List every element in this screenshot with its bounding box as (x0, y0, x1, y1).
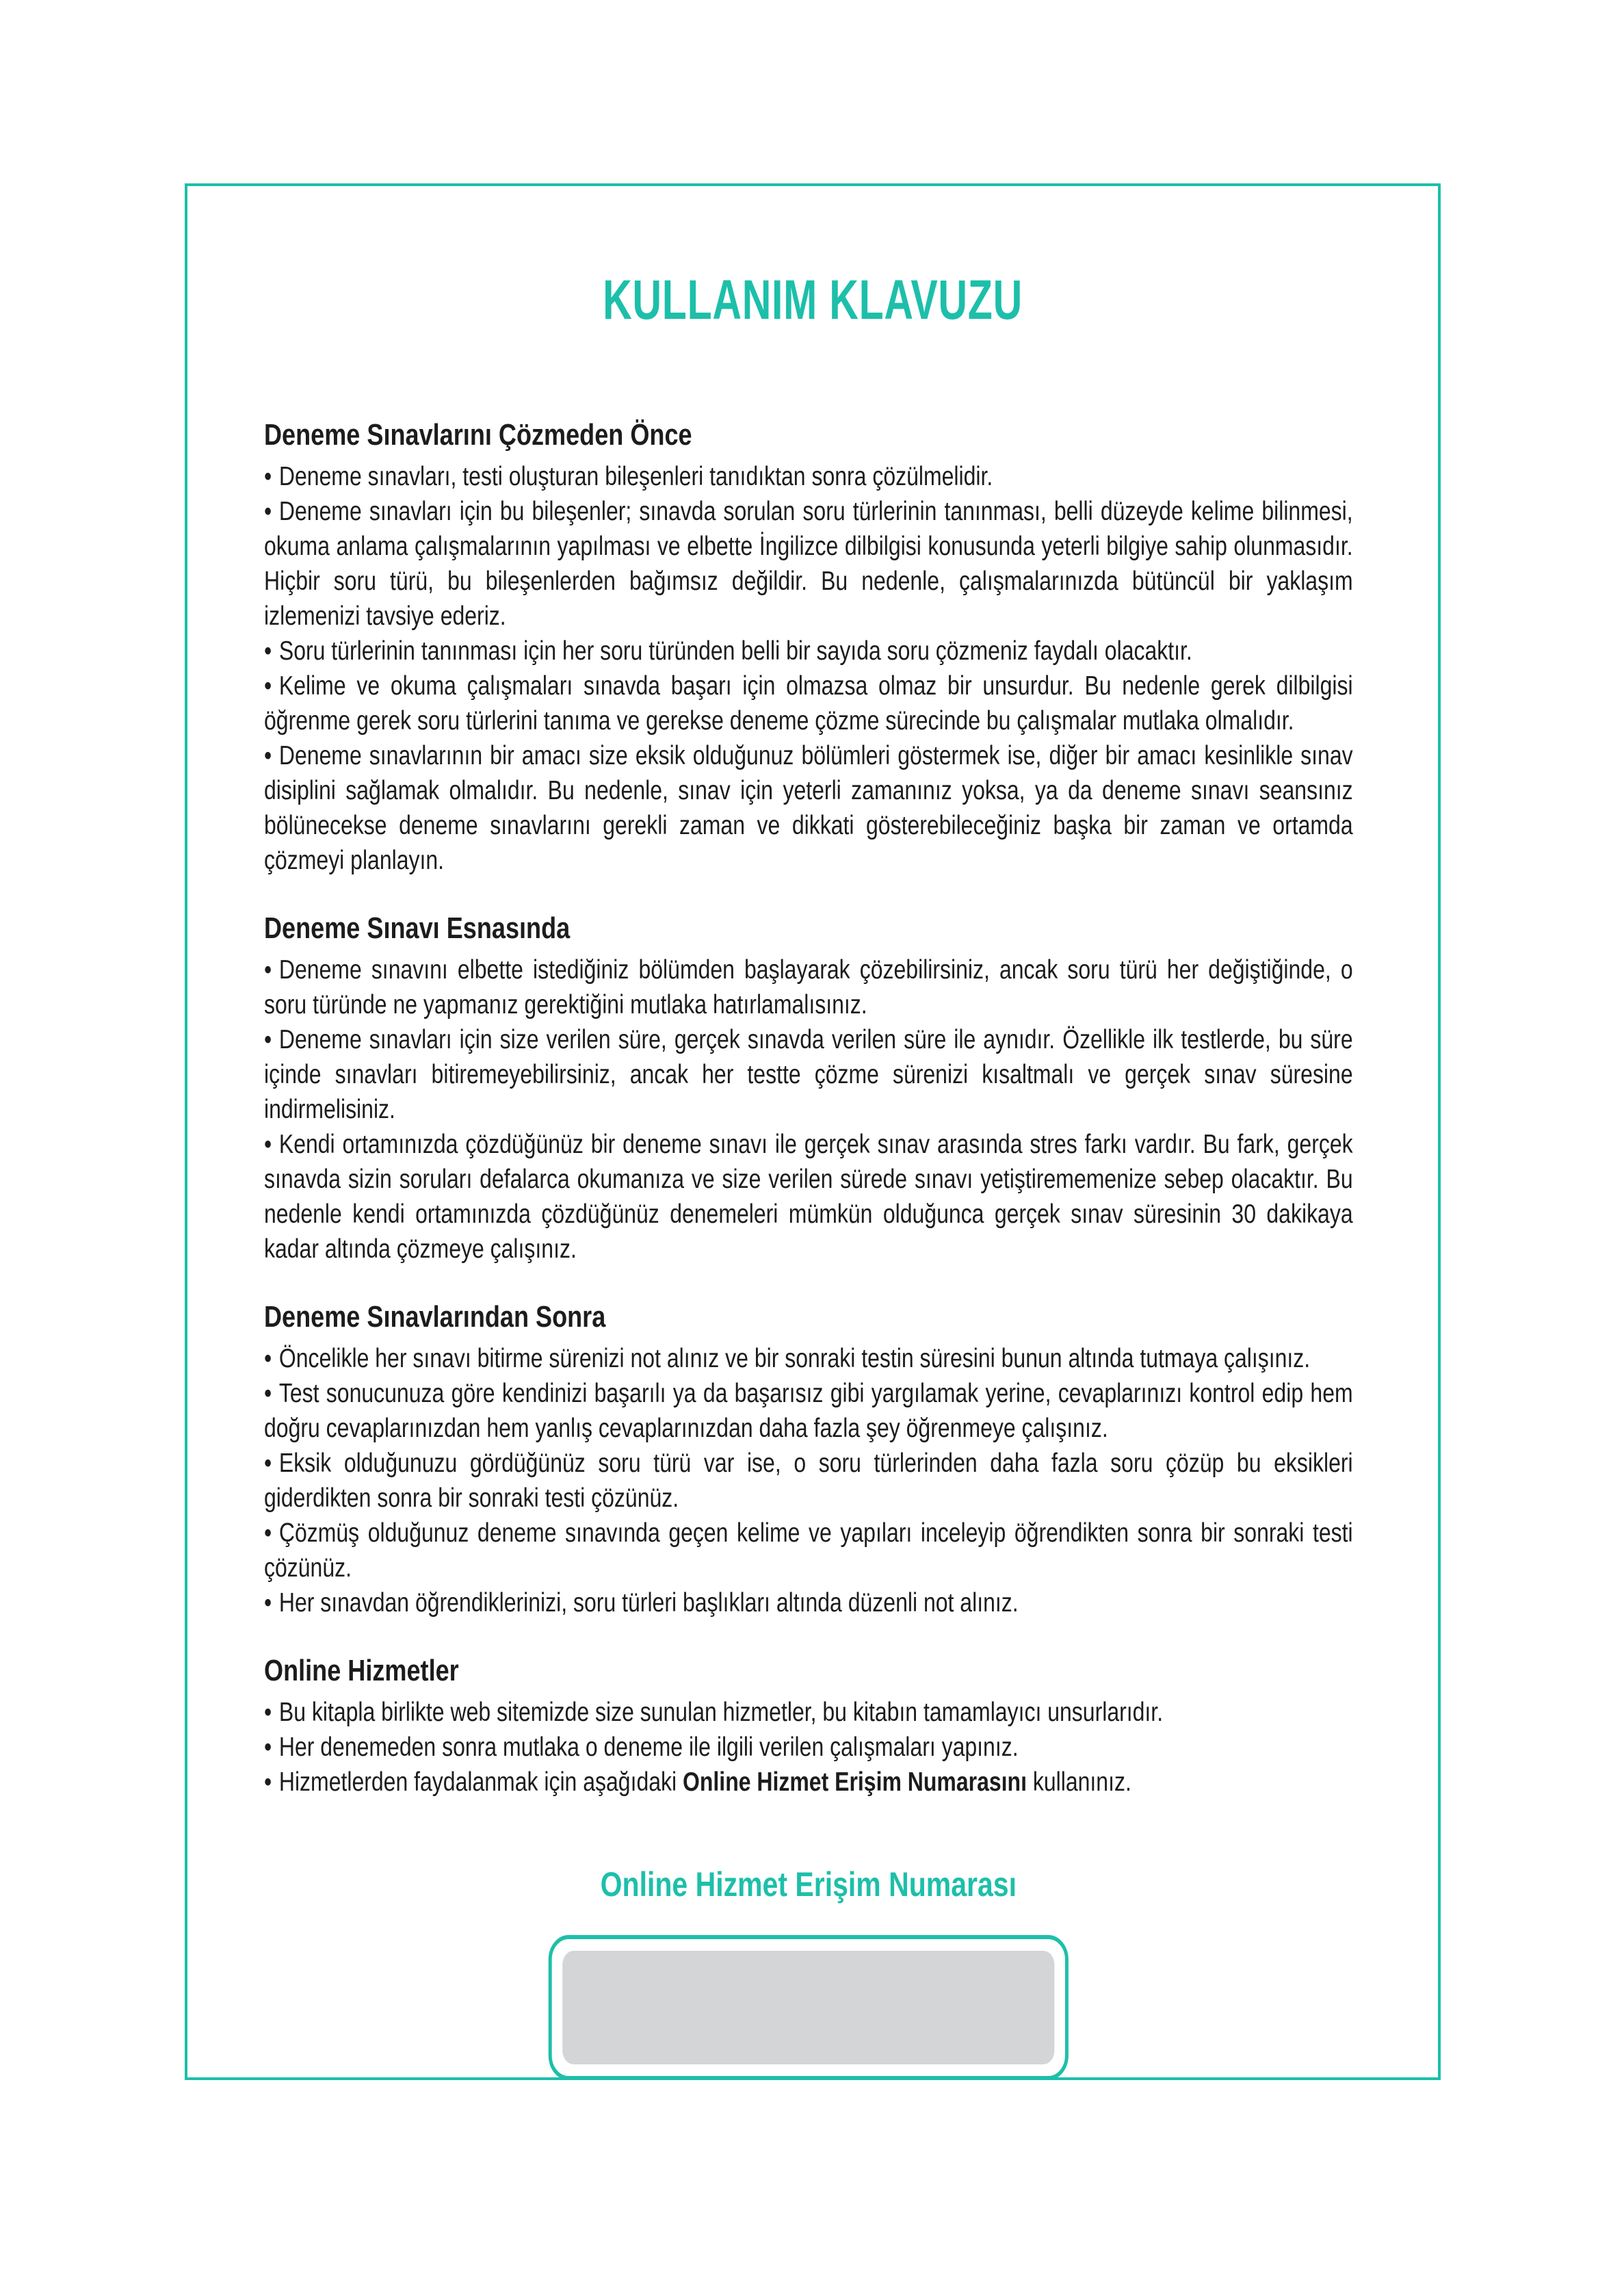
bullet-text (279, 1767, 1131, 1797)
bullet-item (264, 1730, 1353, 1765)
content-column (264, 417, 1353, 2080)
bullet-item (264, 952, 1353, 1022)
access-code-box (549, 1935, 1069, 2080)
bullet-item (264, 1695, 1353, 1730)
bullet-text: Deneme sınavlarının bir amacı size eksik olduğunuz bölümleri göstermek ise, diğer bir amacı kesinlikle sınav disiplini sağlamak olmalıdır. Bu nedenle, sınav için yeterli zamanınız yoksa, ya da deneme sınavı seansınız bölünecekse deneme sınavlarını gerekli zaman ve dikkati gösterebileceğiniz başka bir zaman ve ortamda çözmeyi planlayın. (264, 741, 1353, 875)
bullet-marker: • (264, 497, 272, 526)
access-code-placeholder (562, 1951, 1054, 2064)
bullet-text: Kelime ve okuma çalışmaları sınavda başarı için olmazsa olmaz bir unsurdur. Bu nedenle gerek dilbilgisi öğrenme gerek soru türlerini tanıma ve gerekse deneme çözme sürecinde bu çalışmalar mutlaka olmalıdır. (264, 671, 1353, 736)
bullet-marker: • (264, 1767, 272, 1797)
bullet-text: Deneme sınavları, testi oluşturan bileşenleri tanıdıktan sonra çözülmelidir. (278, 462, 993, 491)
bullet-item (264, 1585, 1353, 1620)
bullet-marker: • (264, 1588, 272, 1618)
bullet-item (264, 494, 1353, 634)
bullet-marker: • (264, 741, 272, 770)
bullet-text: Test sonucunuza göre kendinizi başarılı ya da başarısız gibi yargılamak yerine, cevaplarınızı kontrol edip hem doğru cevaplarınızdan hem yanlış cevaplarınızdan daha fazla şey öğrenmeye çalışınız. (264, 1379, 1353, 1443)
bullet-marker: • (264, 1379, 272, 1408)
section-heading: Deneme Sınavı Esnasında (264, 911, 571, 945)
bullet-item (264, 1765, 1353, 1800)
bullet-item (264, 1022, 1353, 1127)
section-heading: Deneme Sınavlarından Sonra (264, 1300, 606, 1334)
section-heading: Online Hizmetler (264, 1654, 459, 1687)
bullet-text: Soru türlerinin tanınması için her soru türünden belli bir sayıda soru çözmeniz faydalı olacaktır. (278, 636, 1192, 666)
bullet-item (264, 1516, 1353, 1585)
bullet-text-prefix: Hizmetlerden faydalanmak için aşağıdaki (278, 1767, 683, 1797)
online-access-heading: Online Hizmet Erişim Numarası (600, 1865, 1017, 1904)
bullet-marker: • (264, 1733, 272, 1762)
bullet-text-suffix: kullanınız. (1026, 1767, 1131, 1797)
page-border-frame (185, 183, 1441, 2080)
bullet-marker: • (264, 462, 272, 491)
bullet-marker: • (264, 1449, 272, 1478)
bullet-text: Deneme sınavları için size verilen süre, gerçek sınavda verilen süre ile aynıdır. Özellikle ilk testlerde, bu süre içinde sınavları bitiremeyebilirsiniz, ancak her testte çözme sürenizi kısaltmalı ve gerçek sınav süresine indirmelisiniz. (264, 1025, 1353, 1124)
bullet-text: Çözmüş olduğunuz deneme sınavında geçen kelime ve yapıları inceleyip öğrendikten sonra bir sonraki testi çözünüz. (264, 1518, 1353, 1583)
bullet-marker: • (264, 671, 272, 701)
bullet-marker: • (264, 1698, 272, 1727)
bullet-marker: • (264, 1518, 272, 1548)
bullet-marker: • (264, 1344, 272, 1373)
bullet-text: Deneme sınavları için bu bileşenler; sınavda sorulan soru türlerinin tanınması, belli düzeyde kelime bilinmesi, okuma anlama çalışmalarının yapılması ve elbette İngilizce dilbilgisi konusunda yeterli bilgiye sahip olunmasıdır. Hiçbir soru türü, bu bileşenlerden bağımsız değildir. Bu nedenle, çalışmalarınızda bütüncül bir yaklaşım izlemenizi tavsiye ederiz. (264, 497, 1353, 631)
bullet-text-bold: Online Hizmet Erişim Numarasını (683, 1767, 1027, 1797)
bullet-text: Her denemeden sonra mutlaka o deneme ile ilgili verilen çalışmaları yapınız. (278, 1733, 1019, 1762)
bullet-item (264, 738, 1353, 878)
bullet-item (264, 1376, 1353, 1446)
section-online-services (264, 1653, 1353, 1800)
bullet-marker: • (264, 636, 272, 666)
bullet-text: Her sınavdan öğrendiklerinizi, soru türleri başlıkları altında düzenli not alınız. (278, 1588, 1019, 1618)
bullet-item (264, 1446, 1353, 1516)
bullet-text: Kendi ortamınızda çözdüğünüz bir deneme sınavı ile gerçek sınav arasında stres farkı vardır. Bu fark, gerçek sınavda sizin soruları defalarca okumanıza ve size verilen sürede sınavı yetiştirememenize sebep olacaktır. Bu nedenle kendi ortamınızda çözdüğünüz denemeleri mümkün olduğunca gerçek sınav süresinin 30 dakikaya kadar altında çözmeye çalışınız. (264, 1130, 1353, 1264)
section-during-exam (264, 911, 1353, 1267)
bullet-item (264, 459, 1353, 494)
page-title: KULLANIM KLAVUZU (603, 269, 1023, 331)
bullet-item (264, 669, 1353, 738)
section-before-solving (264, 417, 1353, 878)
bullet-text: Deneme sınavını elbette istediğiniz bölümden başlayarak çözebilirsiniz, ancak soru türü her değiştiğinde, o soru türünde ne yapmanız gerektiğini mutlaka hatırlamalısınız. (264, 955, 1353, 1020)
bullet-item (264, 1341, 1353, 1376)
bullet-text: Bu kitapla birlikte web sitemizde size sunulan hizmetler, bu kitabın tamamlayıcı unsurlarıdır. (278, 1698, 1164, 1727)
bullet-marker: • (264, 1130, 272, 1159)
bullet-marker: • (264, 1025, 272, 1054)
section-after-exams (264, 1299, 1353, 1620)
section-heading: Deneme Sınavlarını Çözmeden Önce (264, 418, 692, 452)
bullet-text: Öncelikle her sınavı bitirme sürenizi not alınız ve bir sonraki testin süresini bunun altında tutmaya çalışınız. (278, 1344, 1311, 1373)
bullet-item (264, 634, 1353, 669)
bullet-item (264, 1127, 1353, 1267)
bullet-text: Eksik olduğunuzu gördüğünüz soru türü var ise, o soru türlerinden daha fazla soru çözüp bu eksikleri giderdikten sonra bir sonraki testi çözünüz. (264, 1449, 1353, 1513)
bullet-marker: • (264, 955, 272, 985)
